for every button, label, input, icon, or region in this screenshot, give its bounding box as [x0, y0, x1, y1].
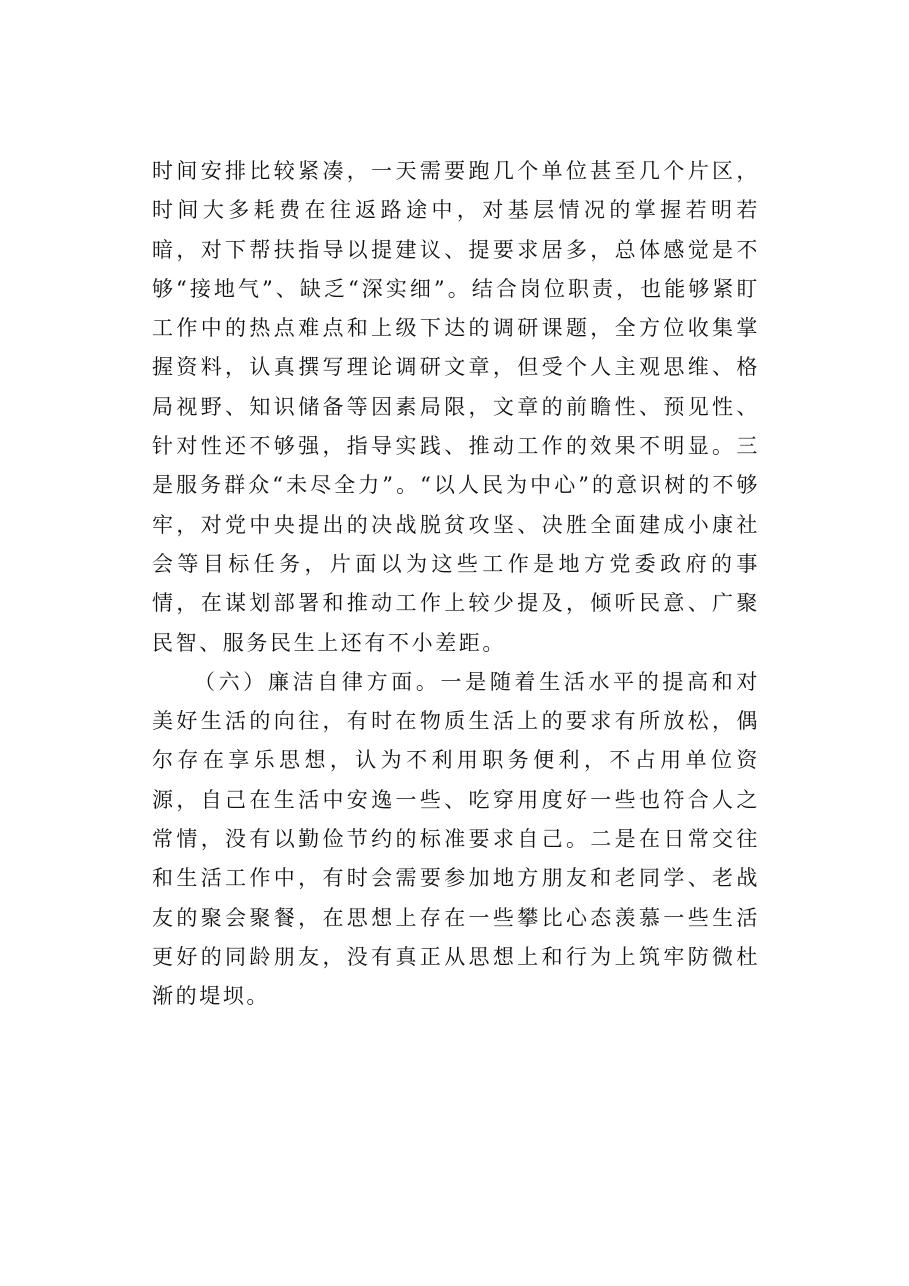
paragraph-integrity-section: （六）廉洁自律方面。一是随着生活水平的提高和对美好生活的向往，有时在物质生活上的要求有所放松，偶尔存在享乐思想，认为不利用职务便利，不占用单位资源，自己在生活中安逸一些、吃穿用度好一些也符合人之常情，没有以勤俭节约的标准要求自己。二是在日常交往和生活工作中，有时会需要参加地方朋友和老同学、老战友的聚会聚餐，在思想上存在一些攀比心态羡慕一些生活更好的同龄朋友，没有真正从思想上和行为上筑牢防微杜渐的堤坝。 [152, 669, 760, 1009]
document-body [152, 152, 760, 1017]
paragraph-continuation: 时间安排比较紧凑，一天需要跑几个单位甚至几个片区，时间大多耗费在往返路途中，对基层情况的掌握若明若暗，对下帮扶指导以提建议、提要求居多，总体感觉是不够“接地气”、缺乏“深实细”。结合岗位职责，也能够紧盯工作中的热点难点和上级下达的调研课题，全方位收集掌握资料，认真撰写理论调研文章，但受个人主观思维、格局视野、知识储备等因素局限，文章的前瞻性、预见性、针对性还不够强，指导实践、推动工作的效果不明显。三是服务群众“未尽全力”。“以人民为中心”的意识树的不够牢，对党中央提出的决战脱贫攻坚、决胜全面建成小康社会等目标任务，片面以为这些工作是地方党委政府的事情，在谋划部署和推动工作上较少提及，倾听民意、广聚民智、服务民生上还有不小差距。 [152, 159, 760, 655]
